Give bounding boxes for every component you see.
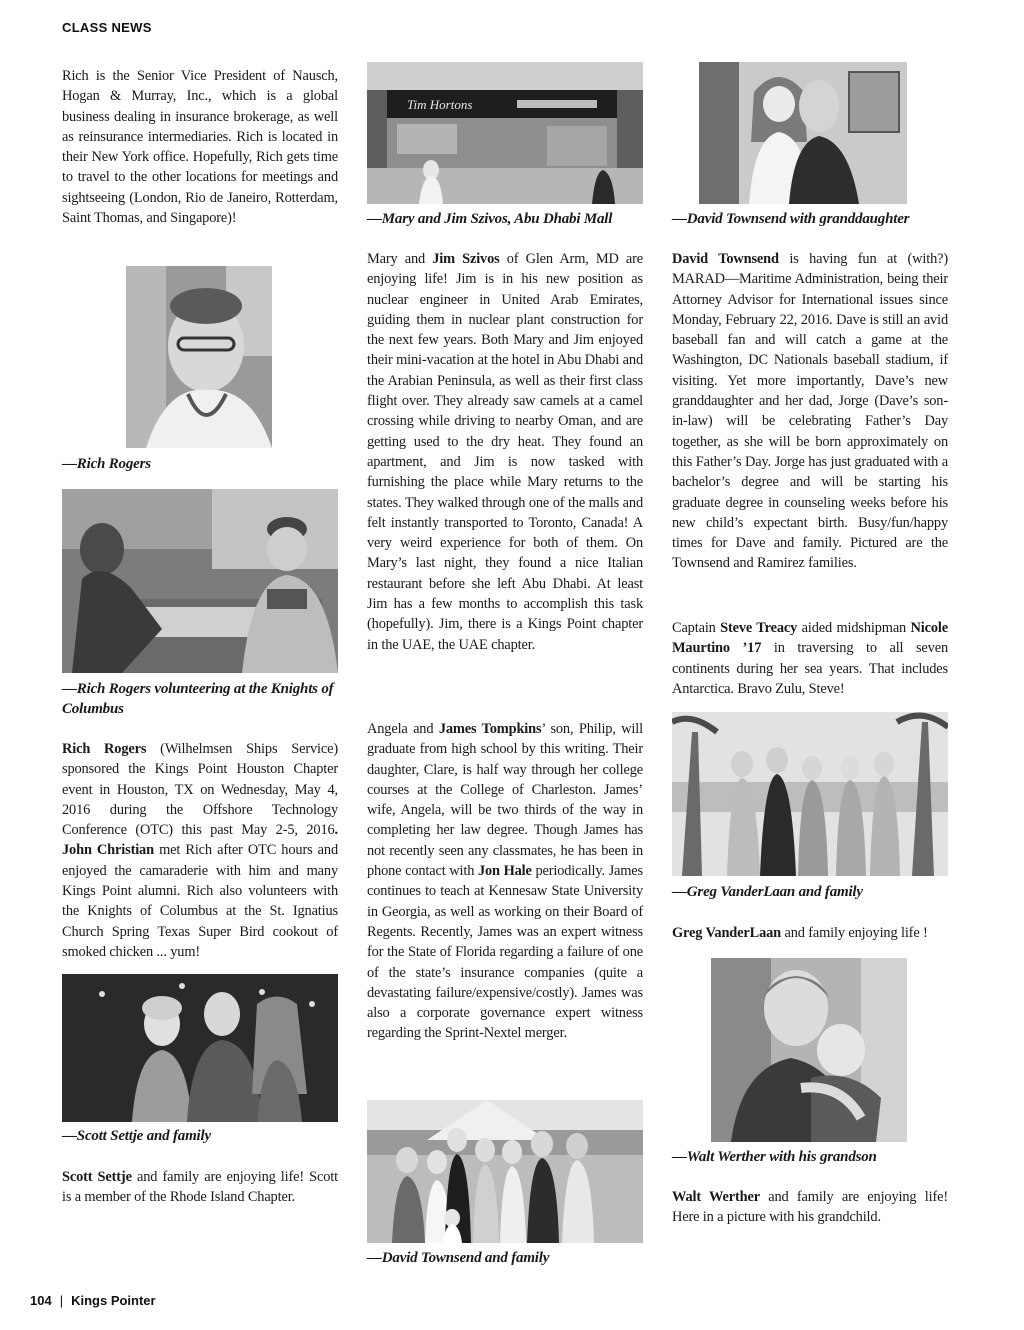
- photo-rich-rogers-kofc: [62, 489, 338, 673]
- paragraph-vanderlaan: Greg VanderLaan and family enjoying life !: [672, 925, 928, 941]
- name-scott-settje: Scott Settje: [62, 1169, 132, 1185]
- photo-rich-rogers: [126, 266, 272, 448]
- caption-werther: —Walt Werther with his grandson: [672, 1149, 877, 1165]
- paragraph-rich-rogers: Rich Rogers (Wilhelmsen Ships Service) sponsored the Kings Point Houston Chapter event in Houston, TX on Wednesday, May 4, 2016 during the Offshore Technology Conference (OTC) this past May 2-5, 2016. John Christian met Rich after OTC hours and enjoyed the camaraderie with him and many Kings Point alumni. Rich also volunteers with the Knights of Columbus at the St. Ignatius Church Spring Texas Super Bird cookout of smoked chicken ... yum!: [62, 741, 338, 960]
- name-john-christian: . John Christian: [62, 822, 338, 859]
- caption-rich-rogers: —Rich Rogers: [62, 456, 151, 472]
- page-footer: [30, 1293, 156, 1308]
- name-jon-hale: Jon Hale: [477, 863, 532, 880]
- name-nicole-maurtino: Nicole Maurtino ’17: [672, 620, 948, 657]
- paragraph-szivos: Mary and Jim Szivos of Glen Arm, MD are enjoying life! Jim is in his new position as nuclear engineer in United Arab Emirates, guiding them in nuclear plant construction for the next few years. Both Mary and Jim enjoyed their mini-vacation at the hotel in Abu Dhabi and the Arabian Peninsula, as well as their first class flight over. They already saw camels at a camel crossing while driving to nearby Oman, and are getting used to the dry heat. They found an apartment, and Jim is now tasked with furnishing the place while Mary returns to the states. They walked through one of the malls and felt instantly transported to Toronto, Canada! A very weird experience for both of them. On Mary’s last night, they found a nice Italian restaurant before she left Abu Dhabi. At least Jim has a few months to accomplish this task (hopefully). Jim, there is a Kings Point chapter in the UAE, the UAE chapter.: [367, 251, 644, 653]
- name-walt-werther: Walt Werther: [672, 1189, 760, 1205]
- caption-townsend-granddaughter: —David Townsend with granddaughter: [672, 211, 910, 227]
- paragraph-treacy: Captain Steve Treacy aided midshipman Nicole Maurtino ’17 in traversing to all seven continents during her sea years. That includes Antarctica. Bravo Zulu, Steve!: [672, 620, 948, 697]
- name-greg-vanderlaan: Greg VanderLaan: [672, 925, 782, 941]
- caption-scott-settje: —Scott Settje and family: [62, 1128, 211, 1144]
- name-rich-rogers: Rich Rogers: [62, 741, 147, 757]
- paragraph-werther: Walt Werther and family are enjoying life! Here in a picture with his grandchild.: [672, 1189, 948, 1226]
- name-steve-treacy: Steve Treacy: [720, 620, 798, 636]
- paragraph-scott-settje: Scott Settje and family are enjoying life! Scott is a member of the Rhode Island Chapter.: [62, 1169, 338, 1206]
- footer-separator: |: [59, 1293, 64, 1308]
- photo-szivos-abu-dhabi-mall: [367, 62, 643, 204]
- section-header: CLASS NEWS: [62, 20, 152, 35]
- photo-scott-settje-family: [62, 974, 338, 1122]
- page-number: 104: [30, 1293, 52, 1308]
- caption-vanderlaan: —Greg VanderLaan and family: [672, 884, 863, 900]
- photo-werther-grandson: [711, 958, 907, 1142]
- publication-name: Kings Pointer: [71, 1293, 156, 1308]
- name-james-tompkins: James Tompkins: [438, 721, 542, 737]
- photo-townsend-granddaughter: [699, 62, 907, 204]
- name-jim-szivos: Jim Szivos: [432, 251, 500, 267]
- storefront-sign: Tim Hortons: [407, 97, 473, 112]
- caption-szivos: —Mary and Jim Szivos, Abu Dhabi Mall: [367, 211, 613, 227]
- paragraph-tompkins: Angela and James Tompkins’ son, Philip, will graduate from high school by this writing. Their daughter, Clare, is half way through her college courses at the College of Charleston. James’ wife, Angela, will be two thirds of the way in completing her law degree. Though James has not recently seen any classmates, he has been in phone contact with Jon Hale periodically. James continues to teach at Kennesaw State University in Georgia, as well as working on their Board of Regents. Recently, James was an expert witness for the State of Florida regarding a failure of one of the state’s insurance companies (quite a devastating failure/expensive/costly). James was also a corporate governance expert witness regarding the Sprint-Nextel merger.: [367, 721, 643, 1042]
- paragraph-rich-intro: Rich is the Senior Vice President of Nausch, Hogan & Murray, Inc., which is a global business dealing in insurance brokerage, as well as reinsurance intermediaries. Rich is located in their New York office. Hopefully, Rich gets time to travel to the other locations for meetings and sightseeing (London, Rio de Janeiro, Rotterdam, Saint Thomas, and Singapore)!: [62, 68, 338, 227]
- photo-vanderlaan-family: [672, 712, 948, 876]
- photo-townsend-family: [367, 1100, 643, 1243]
- caption-townsend-family: —David Townsend and family: [367, 1250, 550, 1266]
- caption-rich-rogers-kofc: —Rich Rogers volunteering at the Knights of Columbus: [62, 681, 334, 717]
- name-david-townsend: David Townsend: [672, 251, 779, 267]
- paragraph-townsend: David Townsend is having fun at (with?) MARAD—Maritime Administration, being their Attorney Advisor for International issues since Monday, February 22, 2016. Dave is still an avid baseball fan and will catch a game at the Washington, DC Nationals baseball stadium, if visiting. Yet more importantly, Dave’s new granddaughter and her dad, Jorge (Dave’s son-in-law) will be celebrating Father’s Day together, as she will be born approximately on this Father’s Day. Jorge has just graduated with a bachelor’s degree and will be starting his graduate degree in counseling weeks before his new child’s expectant birth. Busy/fun/happy times for Dave and family. Pictured are the Townsend and Ramirez families.: [672, 251, 948, 572]
